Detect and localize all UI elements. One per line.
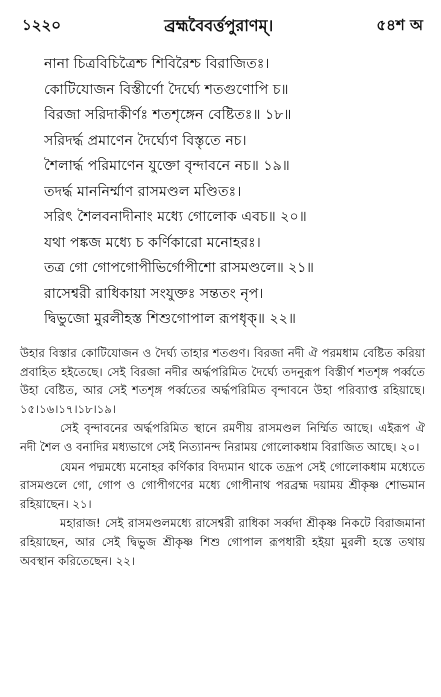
page-number: ১২২০ xyxy=(22,15,61,34)
verse-line: সরিৎ শৈলবনাদীনাং মধ্যে গোলোক এবচ॥ ২০॥ xyxy=(44,209,307,225)
sanskrit-verses xyxy=(44,52,429,333)
verse-line: সরিদর্দ্ধ প্রমাণেন দৈর্ঘ্যেণ বিস্তৃতে নচ। xyxy=(44,132,247,149)
verse-line: নানা চিত্রবিচিত্রৈশ্চ শিবিরৈশ্চ বিরাজিতঃ। xyxy=(44,56,270,72)
verse-line: তদর্দ্ধ মাননির্ম্মাণ রাসমণ্ডল মণ্ডিতঃ। xyxy=(44,183,242,200)
verse-line: কোটিযোজন বিস্তীর্ণো দৈর্ঘ্যে শতগুণোপি চ॥ xyxy=(44,81,289,98)
page-header xyxy=(22,12,423,40)
commentary-paragraph: যেমন পদ্মমধ্যে মনোহর কর্ণিকার বিদ্যমান থাকে তদ্রূপ সেই গোলোকধাম মধ্যেতে রাসমণ্ডলে গো, গোপ ও গোপীগণের মধ্যে গোপীনাথ পরব্রহ্ম দয়াময় শ্রীকৃষ্ণ শোভমান রহিয়াছেন। ২১। xyxy=(20,459,425,511)
commentary-paragraph: সেই বৃন্দাবনের অর্দ্ধপরিমিত স্থানে রমণীয় রাসমণ্ডল নির্ম্মিত আছে। এইরূপ ঐ নদী শৈল ও বনাদির মধ্যভাগে সেই নিত্যানন্দ নিরাময় গোলোকধাম বিরাজিত আছে। ২০। xyxy=(20,421,425,454)
verse-line: রাসেশ্বরী রাধিকায়া সংযুক্তঃ সন্ততং নৃপ। xyxy=(44,285,264,302)
chapter-number: ৫৪শ অ xyxy=(376,15,423,34)
verse-line: যথা পঙ্কজ মধ্যে চ কর্ণিকারো মনোহরঃ। xyxy=(44,234,261,251)
running-title: ব্রহ্মবৈবর্ত্তপুরাণম্। xyxy=(164,15,274,35)
verse-line: বিরজা সরিদাকীর্ণঃ শতশৃঙ্গেন বেষ্টিতঃ॥ ১৮॥ xyxy=(44,107,292,123)
verse-line: শৈলার্দ্ধ পরিমাণেন যুক্তো বৃন্দাবনে নচ॥ ১৯॥ xyxy=(44,158,290,174)
verse-line: দ্বিভুজো মুরলীহস্ত শিশুগোপাল রূপধৃক্॥ ২২॥ xyxy=(44,311,297,327)
bengali-commentary xyxy=(20,344,425,571)
commentary-paragraph: উহার বিস্তার কোটিযোজন ও দৈর্ঘ্য তাহার শতগুণ। বিরজা নদী ঐ পরমধাম বেষ্টিত করিয়া প্রবাহিত হইতেছে। সেই বিরজা নদীর অর্দ্ধপরিমিত দৈর্ঘ্যে তদনুরূপ বিস্তীর্ণ শতশৃঙ্গ পর্ব্বতে উহা বেষ্টিত, আর সেই শতশৃঙ্গ পর্ব্বতের অর্দ্ধপরিমিত বৃন্দাবনে উহা পরিব্যাপ্ত রহিয়াছে। ১৫।১৬।১৭।১৮।১৯। xyxy=(20,346,425,416)
verse-line: তত্র গো গোপগোপীভির্গোপীশো রাসমণ্ডলে॥ ২১॥ xyxy=(44,260,314,276)
commentary-paragraph: মহারাজ! সেই রাসমণ্ডলমধ্যে রাসেশ্বরী রাধিকা সর্ব্বদা শ্রীকৃষ্ণ নিকটে বিরাজমানা রহিয়াছেন, আর সেই দ্বিভুজ শ্রীকৃষ্ণ শিশু গোপাল রূপধারী হইয়া মুরলী হস্তে তথায় অবস্থান করিতেছেন। ২২। xyxy=(20,516,425,568)
